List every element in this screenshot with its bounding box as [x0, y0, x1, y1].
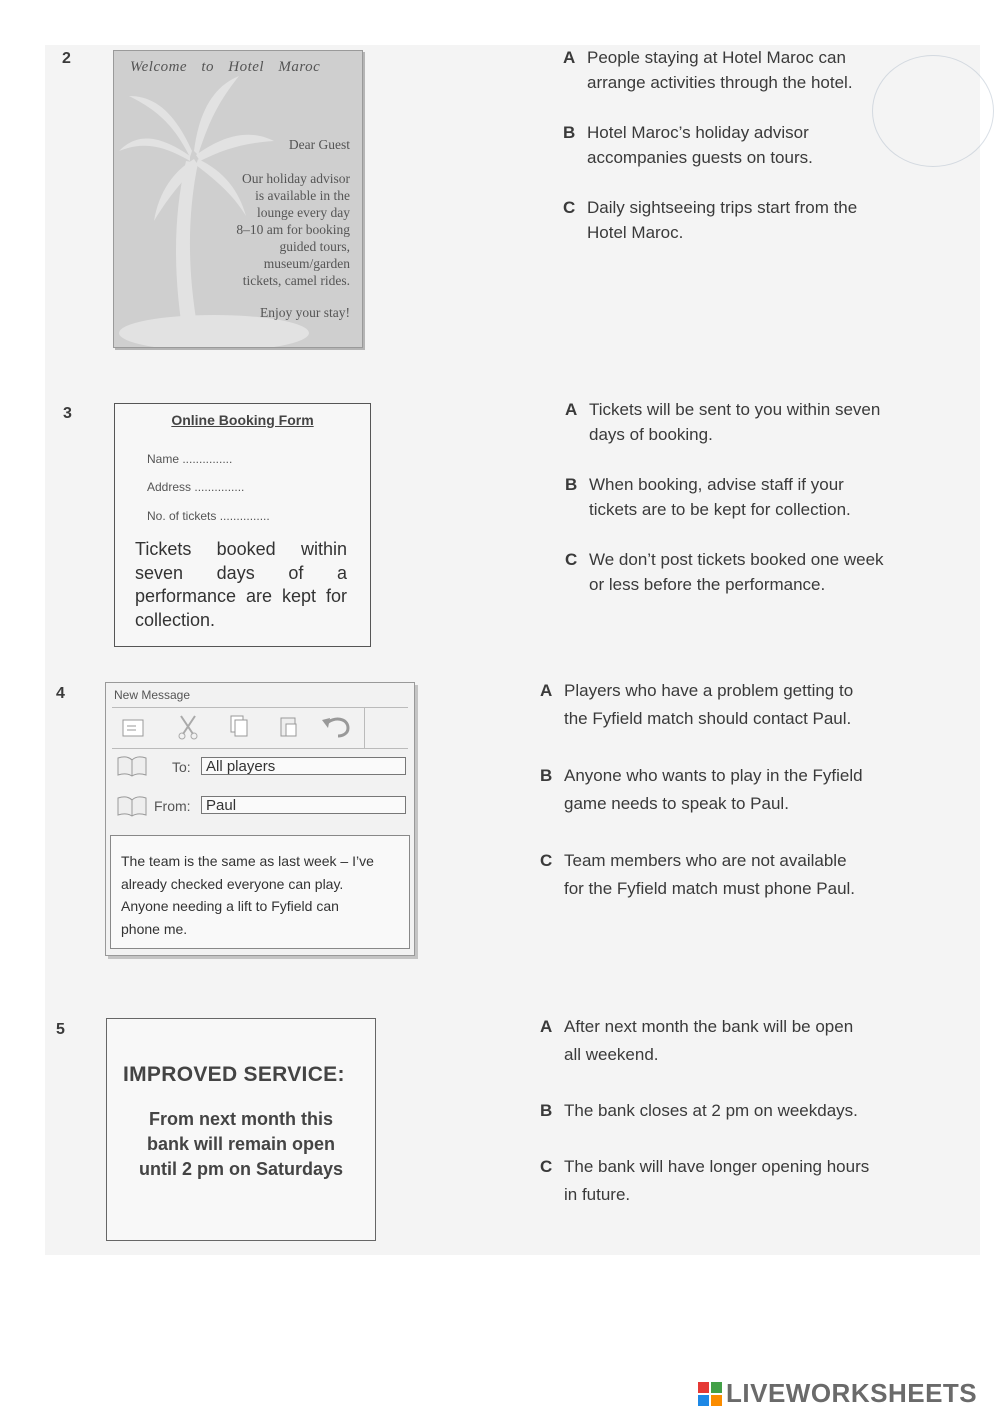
question-4-options [540, 677, 980, 928]
option-letter: C [540, 851, 553, 870]
booking-field-name: Name ............... [147, 452, 233, 466]
hotel-notice-line: guided tours, [279, 239, 350, 254]
option-c[interactable] [540, 847, 980, 903]
option-text: game needs to speak to Paul. [564, 794, 789, 813]
question-number-5: 5 [56, 1021, 65, 1038]
option-text: accompanies guests on tours. [587, 148, 813, 167]
option-b[interactable] [563, 120, 973, 170]
option-b[interactable] [540, 1097, 980, 1125]
option-text: all weekend. [564, 1045, 659, 1064]
option-text: Team members who are not available [564, 851, 847, 870]
hotel-notice-line: Our holiday advisor [242, 171, 350, 186]
hotel-notice-line: museum/garden [263, 256, 350, 271]
question-2-options [563, 45, 973, 270]
hotel-notice-line: 8–10 am for booking [236, 222, 350, 237]
option-text: Players who have a problem getting to [564, 681, 854, 700]
bank-notice [106, 1018, 376, 1241]
option-text: Anyone who wants to play in the Fyfield [564, 766, 863, 785]
option-text: in future. [564, 1185, 631, 1204]
option-letter: C [540, 1157, 553, 1176]
option-b[interactable] [540, 762, 980, 818]
question-number-2: 2 [62, 50, 71, 67]
address-book-icon[interactable] [116, 795, 148, 817]
hotel-notice-line: lounge every day [257, 205, 350, 220]
option-letter: A [540, 681, 553, 700]
option-c[interactable] [540, 1153, 980, 1209]
option-letter: A [540, 1017, 553, 1036]
message-body-box[interactable] [110, 835, 410, 949]
booking-field-tickets: No. of tickets ............... [147, 509, 270, 523]
hotel-notice-line: tickets, camel rides. [242, 273, 350, 288]
message-line: Anyone needing a lift to Fyfield can [121, 898, 339, 914]
option-text: The bank closes at 2 pm on weekdays. [564, 1101, 858, 1120]
message-body-text [121, 850, 406, 940]
question-5-options [540, 1013, 980, 1234]
liveworksheets-logo-icon [698, 1382, 709, 1393]
address-book-icon[interactable] [116, 755, 148, 777]
bank-notice-text [107, 1107, 375, 1182]
bank-notice-line: From next month this [149, 1109, 333, 1129]
option-a[interactable] [540, 1013, 980, 1069]
message-line: already checked everyone can play. [121, 875, 344, 892]
paste-icon[interactable] [278, 714, 300, 740]
hotel-notice-title: Welcome to Hotel Maroc [130, 59, 321, 75]
option-letter: A [563, 48, 576, 67]
email-toolbar [112, 707, 408, 749]
liveworksheets-logo-icon [711, 1395, 722, 1406]
booking-field-address: Address ............... [147, 480, 245, 494]
hotel-notice-closing: Enjoy your stay! [260, 305, 350, 320]
option-text: When booking, advise staff if your [589, 475, 844, 494]
option-text: days of booking. [589, 425, 713, 444]
option-letter: C [565, 550, 578, 569]
undo-icon[interactable] [320, 714, 354, 740]
email-window-title: New Message [114, 688, 191, 702]
option-text: Tickets will be sent to you within seven [589, 400, 881, 419]
option-text: After next month the bank will be open [564, 1017, 854, 1036]
option-text: People staying at Hotel Maroc can [587, 48, 846, 67]
from-field[interactable]: Paul [201, 796, 406, 814]
question-number-4: 4 [56, 685, 65, 702]
option-letter: B [540, 766, 553, 785]
hotel-notice-body [236, 170, 350, 289]
to-field[interactable]: All players [201, 757, 406, 775]
question-number-3: 3 [63, 405, 72, 422]
to-label: To: [172, 759, 191, 775]
option-letter: B [565, 475, 578, 494]
option-letter: C [563, 198, 576, 217]
option-letter: B [540, 1101, 553, 1120]
option-text: Hotel Maroc’s holiday advisor [587, 123, 809, 142]
option-text: arrange activities through the hotel. [587, 73, 853, 92]
hotel-notice-line: is available in the [255, 188, 350, 203]
email-window [105, 682, 415, 956]
liveworksheets-logo-icon [711, 1382, 722, 1393]
option-text: Hotel Maroc. [587, 223, 684, 242]
liveworksheets-logo-icon [698, 1395, 709, 1406]
option-text: tickets are to be kept for collection. [589, 500, 851, 519]
booking-form-notice [114, 403, 371, 647]
option-text: We don’t post tickets booked one week [589, 550, 884, 569]
copy-icon[interactable] [228, 714, 250, 740]
question-3-options [565, 397, 980, 622]
option-letter: A [565, 400, 578, 419]
bank-notice-heading: IMPROVED SERVICE: [123, 1063, 345, 1086]
option-a[interactable] [540, 677, 980, 733]
liveworksheets-logo-text: LIVEWORKSHEETS [726, 1378, 978, 1408]
message-line: The team is the same as last week – I’ve [121, 853, 374, 869]
toolbar-divider [364, 708, 365, 748]
option-text: The bank will have longer opening hours [564, 1157, 870, 1176]
bank-notice-line: until 2 pm on Saturdays [138, 1159, 344, 1179]
option-text: for the Fyfield match must phone Paul. [564, 879, 856, 898]
option-text: Daily sightseeing trips start from the [587, 198, 858, 217]
option-text: the Fyfield match should contact Paul. [564, 709, 852, 728]
option-b[interactable] [565, 472, 980, 522]
booking-form-title: Online Booking Form [171, 412, 314, 428]
message-line: phone me. [121, 920, 188, 937]
hotel-notice-greeting: Dear Guest [288, 137, 350, 152]
hotel-notice-card [113, 50, 363, 348]
booking-form-text: Tickets booked within seven days of a performance are kept for collection. [135, 539, 347, 630]
option-a[interactable] [563, 45, 973, 95]
option-text: or less before the performance. [589, 575, 826, 594]
cut-icon[interactable] [176, 714, 200, 740]
option-letter: B [563, 123, 576, 142]
option-c[interactable] [563, 195, 973, 245]
option-a[interactable] [565, 397, 980, 447]
option-c[interactable] [565, 547, 980, 597]
from-label: From: [154, 798, 191, 814]
bank-notice-line: bank will remain open [146, 1134, 336, 1154]
send-icon[interactable] [120, 714, 148, 740]
